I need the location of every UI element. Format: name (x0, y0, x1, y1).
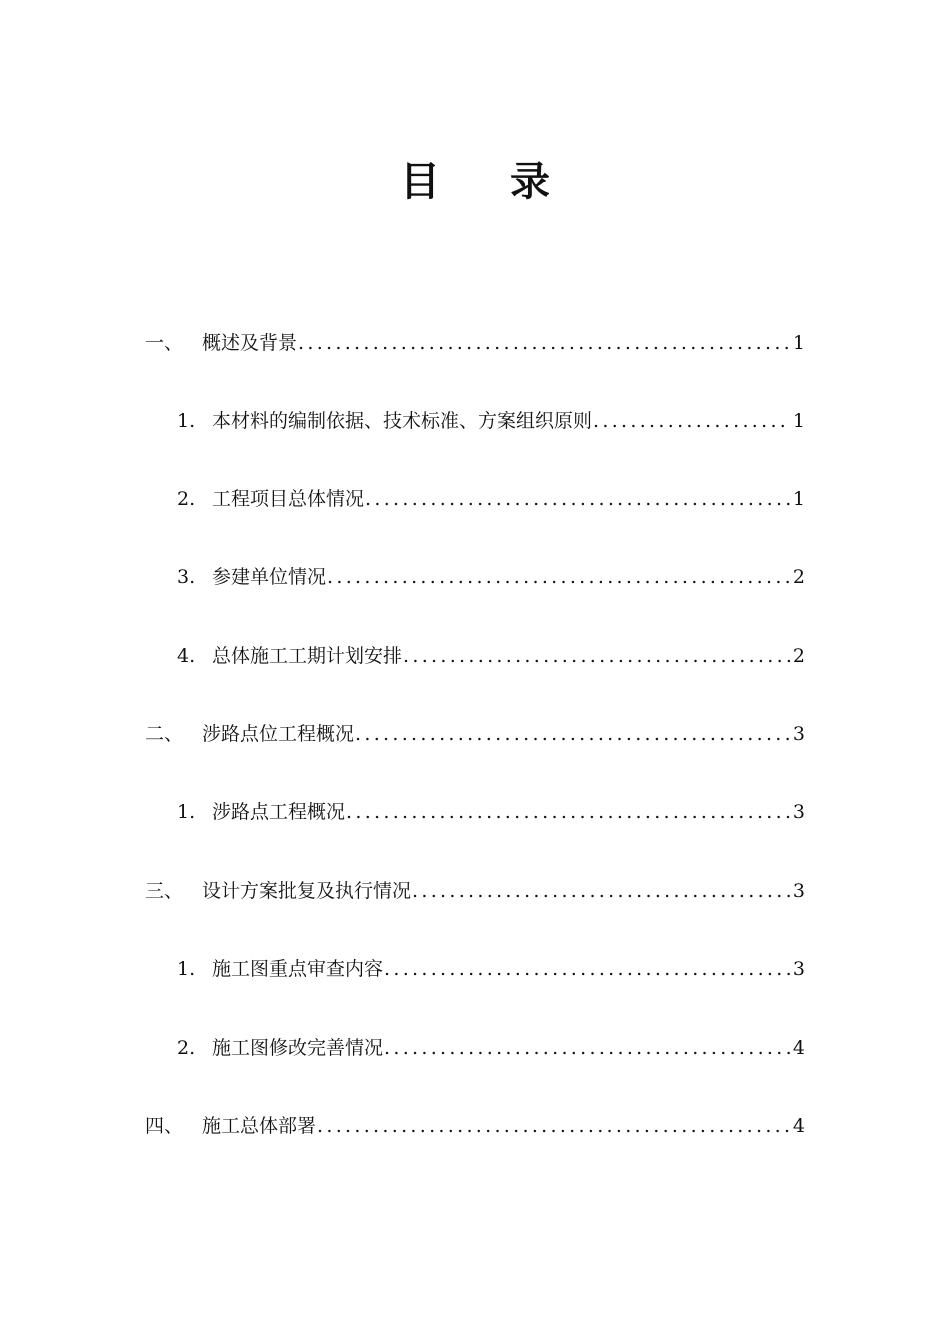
toc-entry-page: 1 (792, 488, 805, 510)
toc-dot-leader (383, 1033, 791, 1063)
toc-entry-number: 四、 (145, 1115, 184, 1137)
toc-entry[interactable] (177, 797, 805, 827)
page-title: 目 录 (400, 159, 578, 205)
toc-entry-page: 1 (792, 410, 805, 432)
toc-entry-number: 2. (177, 1037, 196, 1059)
toc-entry-title: 概述及背景 (202, 332, 298, 354)
toc-entry-page: 3 (792, 723, 805, 745)
toc-entry-number: 1. (177, 410, 196, 432)
toc-entry-page: 2 (792, 566, 805, 588)
toc-entry-page: 3 (792, 880, 805, 902)
toc-dot-leader (411, 876, 791, 906)
toc-entry-number: 三、 (145, 880, 184, 902)
toc-entry[interactable] (177, 1033, 805, 1063)
toc-entry-title: 施工图重点审查内容 (212, 958, 384, 980)
toc-entry-page: 3 (792, 801, 805, 823)
toc-entry-number: 1. (177, 801, 196, 823)
toc-entry[interactable] (145, 876, 805, 906)
toc-entry-page: 3 (792, 958, 805, 980)
toc-entry-title: 总体施工工期计划安排 (212, 645, 403, 667)
toc-entry-number: 3. (177, 566, 196, 588)
toc-entry-title: 涉路点工程概况 (212, 801, 346, 823)
toc-entry[interactable] (145, 1111, 805, 1141)
toc-dot-leader (402, 641, 791, 671)
toc-entry-number: 1. (177, 958, 196, 980)
toc-entry[interactable] (177, 562, 805, 592)
toc-entry[interactable] (177, 406, 805, 436)
toc-entry[interactable] (177, 641, 805, 671)
toc-entry-page: 1 (792, 332, 805, 354)
toc-dot-leader (383, 954, 791, 984)
toc-entry-page: 4 (792, 1037, 805, 1059)
toc-dot-leader (364, 484, 791, 514)
toc-entry-number: 二、 (145, 723, 184, 745)
toc-entry-page: 2 (792, 645, 805, 667)
toc-dot-leader (326, 562, 791, 592)
toc-entry[interactable] (145, 328, 805, 358)
toc-dot-leader (297, 328, 791, 358)
toc-dot-leader (592, 406, 791, 436)
toc-dot-leader (354, 719, 791, 749)
toc-entry-page: 4 (792, 1115, 805, 1137)
toc-entry-title: 参建单位情况 (212, 566, 327, 588)
toc-entry-title: 施工总体部署 (202, 1115, 317, 1137)
toc-entry-number: 4. (177, 645, 196, 667)
toc-dot-leader (345, 797, 791, 827)
toc-entry-title: 施工图修改完善情况 (212, 1037, 384, 1059)
toc-entry[interactable] (177, 484, 805, 514)
toc-entry-title: 设计方案批复及执行情况 (202, 880, 412, 902)
toc-entry-number: 2. (177, 488, 196, 510)
toc-entry-title: 本材料的编制依据、技术标准、方案组织原则 (212, 410, 593, 432)
toc-entry[interactable] (145, 719, 805, 749)
toc-entry-title: 工程项目总体情况 (212, 488, 365, 510)
toc-entry-number: 一、 (145, 332, 184, 354)
toc-entry-title: 涉路点位工程概况 (202, 723, 355, 745)
toc-dot-leader (316, 1111, 791, 1141)
toc-entry[interactable] (177, 954, 805, 984)
